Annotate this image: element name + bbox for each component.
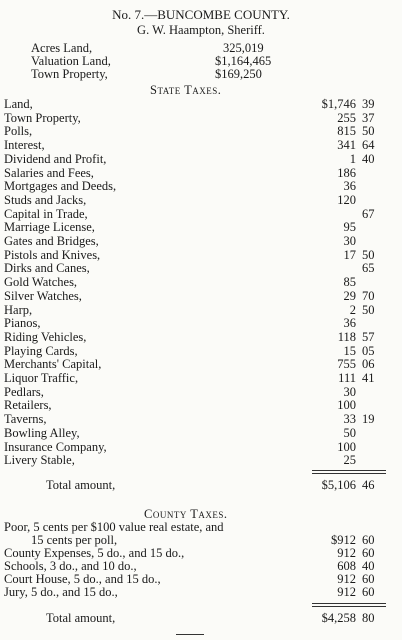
state-tax-dollars: 17 bbox=[343, 247, 356, 262]
state-total-rule-top bbox=[312, 470, 386, 471]
county-tax-label: Court House, 5 do., and 15 do., bbox=[4, 572, 161, 586]
state-tax-label: Salaries and Fees, bbox=[4, 165, 94, 180]
state-tax-dollars: 30 bbox=[343, 384, 356, 399]
county-tax-cents: 60 bbox=[362, 585, 375, 599]
state-tax-label: Capital in Trade, bbox=[4, 206, 88, 221]
state-tax-row bbox=[0, 454, 402, 469]
state-tax-label: Harp, bbox=[4, 302, 33, 317]
state-tax-label: Polls, bbox=[4, 124, 33, 139]
state-tax-label: Insurance Company, bbox=[4, 439, 107, 454]
sheriff-name: G. W. Haampton, Sheriff. bbox=[137, 23, 265, 37]
county-tax-cents: 60 bbox=[362, 546, 375, 560]
county-total-rule-top bbox=[312, 603, 386, 604]
state-tax-label: Riding Vehicles, bbox=[4, 329, 87, 344]
state-tax-dollars: 95 bbox=[343, 220, 356, 235]
state-tax-dollars: 755 bbox=[337, 357, 356, 372]
summary-label: Valuation Land, bbox=[31, 54, 111, 68]
state-taxes-heading: State Taxes. bbox=[150, 83, 222, 97]
state-tax-label: Pedlars, bbox=[4, 384, 44, 399]
state-tax-dollars: 36 bbox=[343, 179, 356, 194]
state-tax-label: Dirks and Canes, bbox=[4, 261, 90, 276]
county-tax-label: Jury, 5 do., and 15 do., bbox=[4, 585, 118, 599]
county-total-row bbox=[0, 612, 402, 627]
state-tax-dollars: 30 bbox=[343, 234, 356, 248]
state-tax-label: Interest, bbox=[4, 138, 45, 153]
summary-label: Town Property, bbox=[31, 67, 108, 81]
state-tax-label: Playing Cards, bbox=[4, 343, 78, 358]
state-tax-label: Pistols and Knives, bbox=[4, 247, 101, 262]
state-tax-dollars: 1 bbox=[349, 151, 356, 166]
state-tax-cents: 50 bbox=[362, 302, 375, 317]
county-tax-dollars: 912 bbox=[337, 585, 356, 599]
state-tax-label: Marriage License, bbox=[4, 220, 95, 235]
header-title-line bbox=[0, 8, 402, 23]
state-tax-dollars: 85 bbox=[343, 275, 356, 290]
state-tax-cents: 41 bbox=[362, 371, 375, 385]
county-total-dollars: $4,258 bbox=[321, 611, 356, 625]
state-tax-label: Studs and Jacks, bbox=[4, 192, 87, 207]
state-tax-cents: 64 bbox=[362, 138, 375, 153]
state-tax-cents: 05 bbox=[362, 343, 375, 358]
summary-row bbox=[0, 68, 402, 83]
state-tax-cents: 67 bbox=[362, 206, 375, 221]
state-tax-cents: 40 bbox=[362, 151, 375, 166]
state-tax-cents: 37 bbox=[362, 110, 375, 125]
state-tax-label: Pianos, bbox=[4, 316, 41, 331]
state-tax-cents: 50 bbox=[362, 247, 375, 262]
state-tax-dollars: 341 bbox=[337, 138, 356, 153]
county-tax-dollars: 912 bbox=[337, 572, 356, 586]
state-tax-dollars: 100 bbox=[337, 398, 356, 413]
county-total-cents: 80 bbox=[362, 611, 375, 625]
state-tax-cents: 65 bbox=[362, 261, 375, 276]
header-sheriff-line bbox=[0, 24, 402, 39]
state-tax-dollars: 36 bbox=[343, 316, 356, 331]
state-tax-cents: 19 bbox=[362, 412, 375, 427]
county-tax-label: Schools, 3 do., and 10 do., bbox=[4, 559, 137, 573]
state-tax-label: Livery Stable, bbox=[4, 453, 75, 468]
state-tax-dollars: 186 bbox=[337, 165, 356, 180]
summary-value: $169,250 bbox=[215, 67, 262, 81]
county-tax-cents: 60 bbox=[362, 533, 375, 547]
state-tax-label: Taverns, bbox=[4, 412, 47, 427]
state-tax-cents: 70 bbox=[362, 288, 375, 303]
state-tax-dollars: 50 bbox=[343, 425, 356, 440]
state-tax-cents: 06 bbox=[362, 357, 375, 372]
county-total-label: Total amount, bbox=[46, 611, 116, 625]
state-tax-cents: 39 bbox=[362, 97, 375, 111]
state-tax-dollars: 100 bbox=[337, 439, 356, 454]
section-divider bbox=[176, 634, 204, 635]
county-tax-label: Poor, 5 cents per $100 value real estate, and bbox=[4, 520, 224, 534]
summary-value: 325,019 bbox=[223, 41, 264, 55]
state-tax-cents: 50 bbox=[362, 124, 375, 139]
state-total-rule-bottom bbox=[312, 473, 386, 474]
state-tax-label: Gates and Bridges, bbox=[4, 234, 99, 248]
state-tax-label: Merchants' Capital, bbox=[4, 357, 102, 372]
county-tax-dollars: 912 bbox=[337, 546, 356, 560]
county-tax-dollars: 608 bbox=[337, 559, 356, 573]
summary-value: $1,164,465 bbox=[215, 54, 272, 68]
state-tax-dollars: 15 bbox=[343, 343, 356, 358]
state-tax-dollars: 29 bbox=[343, 288, 356, 303]
state-tax-label: Mortgages and Deeds, bbox=[4, 179, 117, 194]
state-total-label: Total amount, bbox=[46, 478, 116, 492]
state-tax-label: Liquor Traffic, bbox=[4, 371, 79, 385]
state-total-cents: 46 bbox=[362, 478, 375, 492]
state-tax-dollars: 2 bbox=[349, 302, 356, 317]
county-tax-dollars: $912 bbox=[331, 533, 356, 547]
state-tax-cents: 57 bbox=[362, 329, 375, 344]
state-tax-label: Retailers, bbox=[4, 398, 52, 413]
county-taxes-heading: County Taxes. bbox=[144, 507, 228, 521]
state-total-dollars: $5,106 bbox=[321, 478, 356, 492]
county-tax-label-cont: 15 cents per poll, bbox=[31, 533, 118, 547]
state-tax-label: Bowling Alley, bbox=[4, 425, 80, 440]
state-tax-dollars: 33 bbox=[343, 412, 356, 427]
state-tax-label: Land, bbox=[4, 97, 33, 111]
county-title: No. 7.—BUNCOMBE COUNTY. bbox=[112, 7, 290, 22]
state-tax-dollars: 120 bbox=[337, 192, 356, 207]
state-tax-dollars: 25 bbox=[343, 453, 356, 468]
county-tax-row bbox=[0, 586, 402, 601]
summary-label: Acres Land, bbox=[31, 41, 93, 55]
county-total-rule-bottom bbox=[312, 606, 386, 607]
state-tax-label: Town Property, bbox=[4, 110, 81, 125]
state-tax-dollars: 111 bbox=[338, 371, 356, 385]
state-tax-dollars: 118 bbox=[337, 329, 356, 344]
county-tax-cents: 60 bbox=[362, 572, 375, 586]
state-tax-label: Gold Watches, bbox=[4, 275, 78, 290]
state-tax-dollars: 815 bbox=[337, 124, 356, 139]
county-tax-label: County Expenses, 5 do., and 15 do., bbox=[4, 546, 185, 560]
state-total-row bbox=[0, 479, 402, 494]
state-tax-dollars: $1,746 bbox=[321, 97, 356, 111]
state-tax-dollars: 255 bbox=[337, 110, 356, 125]
state-tax-label: Silver Watches, bbox=[4, 288, 82, 303]
state-tax-label: Dividend and Profit, bbox=[4, 151, 107, 166]
county-tax-cents: 40 bbox=[362, 559, 375, 573]
